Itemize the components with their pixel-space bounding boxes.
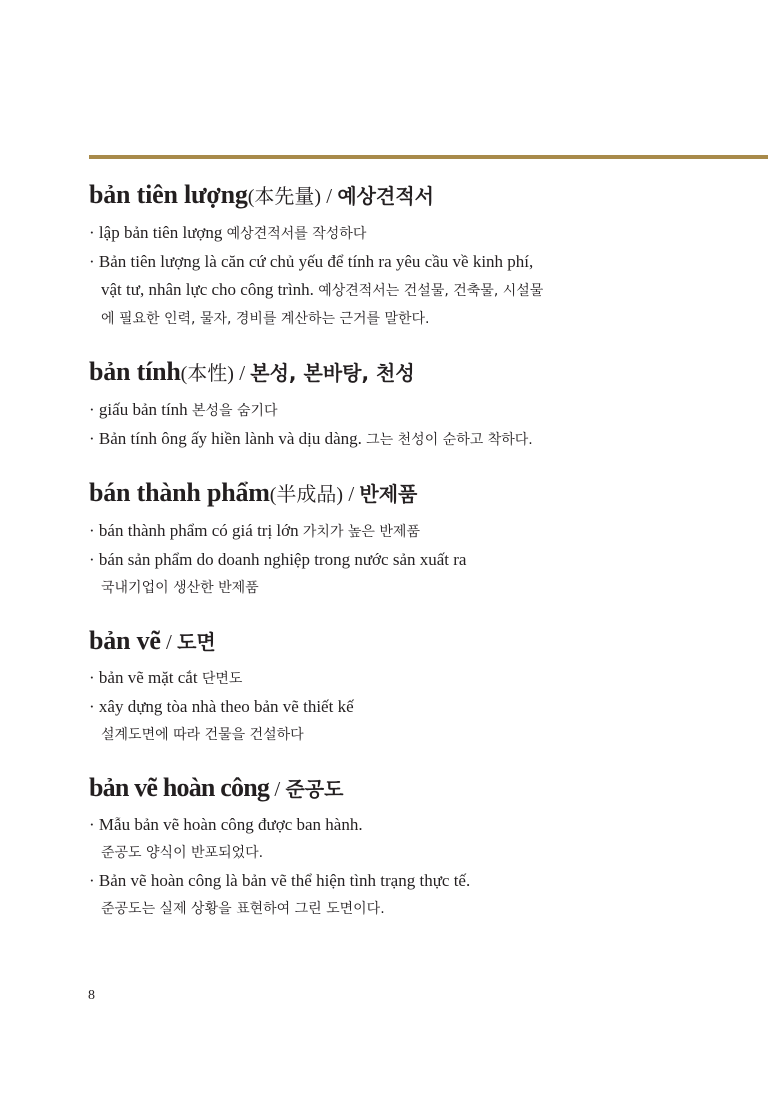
example-line [89, 664, 749, 693]
example-korean-cont: 준공도는 실제 상황을 표현하여 그린 도면이다. [101, 901, 385, 917]
entry-headword [89, 622, 749, 661]
entry-headword [89, 474, 749, 514]
example-korean-cont: 준공도 양식이 반포되었다. [101, 845, 264, 861]
example-vietnamese: giấu bản tính [98, 400, 188, 419]
headword-vietnamese: bản tiên lượng [89, 180, 248, 209]
entry-ban-tinh [89, 353, 749, 454]
example-line [89, 425, 749, 454]
example-line [89, 867, 749, 923]
example-vietnamese: bản vẽ mặt cắt [98, 668, 198, 687]
entry-headword [89, 769, 749, 808]
headword-korean: 예상견적서 [337, 184, 434, 208]
entry-headword [89, 353, 749, 393]
example-vietnamese: Bản tiên lượng là căn cứ chủ yếu để tính ra yêu cầu về kinh phí, [98, 252, 534, 271]
example-vietnamese: bán thành phẩm có giá trị lớn [98, 521, 299, 540]
bullet: · [89, 668, 95, 687]
example-korean: 본성을 숨기다 [191, 403, 278, 419]
bullet: · [89, 400, 95, 419]
bullet: · [89, 871, 95, 890]
example-vietnamese: bán sản phẩm do doanh nghiệp trong nước sản xuất ra [98, 550, 467, 569]
entry-ban-ve [89, 622, 749, 749]
example-line [89, 219, 749, 248]
example-korean: 예상견적서는 건설물, 건축물, 시설물 [318, 283, 544, 299]
example-line [89, 248, 749, 333]
headword-separator: / [233, 361, 251, 385]
example-line [89, 693, 749, 749]
headword-korean: 준공도 [285, 777, 344, 801]
example-vietnamese: lập bản tiên lượng [98, 223, 223, 242]
page-number: 8 [88, 988, 95, 1003]
headword-hanja: (半成品) [269, 484, 344, 506]
header-rule [89, 155, 768, 159]
entry-headword [89, 176, 749, 216]
entry-ban-ve-hoan-cong [89, 769, 749, 923]
example-vietnamese: Bản vẽ hoàn công là bản vẽ thể hiện tình trạng thực tế. [98, 871, 471, 890]
example-korean: 가치가 높은 반제품 [302, 524, 420, 540]
example-vietnamese: xây dựng tòa nhà theo bản vẽ thiết kế [98, 697, 354, 716]
headword-korean: 반제품 [359, 482, 418, 506]
example-line [89, 811, 749, 867]
bullet: · [89, 252, 95, 271]
headword-vietnamese: bán thành phẩm [89, 478, 270, 507]
headword-vietnamese: bản vẽ [89, 626, 161, 655]
headword-hanja: (本性) [180, 363, 234, 385]
example-korean: 그는 천성이 순하고 착하다. [366, 432, 533, 448]
headword-separator: / [269, 777, 286, 801]
entry-ban-thanh-pham [89, 474, 749, 602]
example-line [89, 396, 749, 425]
bullet: · [89, 697, 95, 716]
bullet: · [89, 223, 95, 242]
headword-korean: 본성, 본바탕, 천성 [250, 361, 415, 385]
example-korean-cont: 에 필요한 인력, 물자, 경비를 계산하는 근거를 말한다. [101, 311, 430, 327]
example-vietnamese-cont: vật tư, nhân lực cho công trình. [101, 280, 314, 299]
example-vietnamese: Mẫu bản vẽ hoàn công được ban hành. [98, 815, 363, 834]
example-korean: 예상견적서를 작성하다 [226, 226, 367, 242]
headword-vietnamese: bản vẽ hoàn công [89, 773, 270, 802]
bullet: · [89, 521, 95, 540]
bullet: · [89, 815, 95, 834]
example-korean-cont: 설계도면에 따라 건물을 건설하다 [101, 727, 304, 743]
headword-separator: / [343, 482, 360, 506]
headword-separator: / [160, 630, 178, 654]
example-korean: 단면도 [201, 671, 243, 687]
dictionary-entries [89, 176, 749, 923]
headword-hanja: (本先量) [247, 186, 322, 208]
example-korean-cont: 국내기업이 생산한 반제품 [101, 580, 259, 596]
headword-korean: 도면 [177, 630, 216, 654]
headword-separator: / [321, 184, 338, 208]
example-line [89, 546, 749, 602]
example-vietnamese: Bản tính ông ấy hiền lành và dịu dàng. [98, 429, 362, 448]
entry-ban-tien-luong [89, 176, 749, 333]
bullet: · [89, 429, 95, 448]
example-continuation [101, 276, 749, 305]
bullet: · [89, 550, 95, 569]
headword-vietnamese: bản tính [89, 357, 181, 386]
example-line [89, 517, 749, 546]
